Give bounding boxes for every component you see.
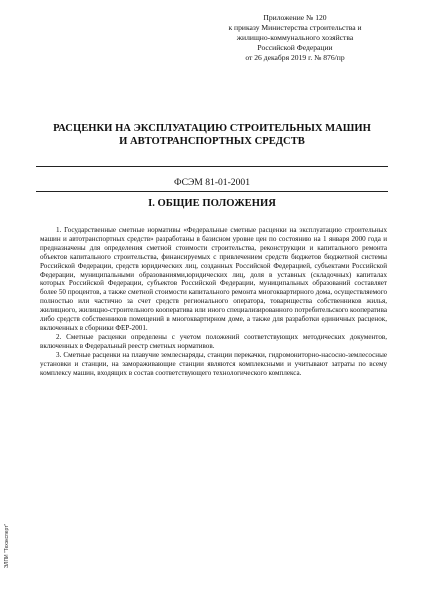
- appendix-date-line: от 26 декабря 2019 г. № 876/пр: [245, 53, 345, 62]
- paragraph-3: 3. Сметные расценки на плавучие землеснаряды, станции перекачки, гидромониторно-насосно-землесосные установки и станции, на замораживающие станции являются комплексными и учитывают затраты по всему комплексу машин, входящих в состав соответствующего технологического комплекса.: [40, 350, 387, 377]
- divider-top: [36, 166, 388, 167]
- sidebar-watermark: [1, 500, 13, 592]
- appendix-country-line: Российской Федерации: [257, 43, 333, 52]
- section-heading: I. ОБЩИЕ ПОЛОЖЕНИЯ: [148, 198, 276, 209]
- paragraph-1: 1. Государственные сметные нормативы «Федеральные сметные расценки на эксплуатацию строительных машин и автотранспортных средств» разработаны в базисном уровне цен по состоянию на 1 января 2000 года и предназначены для определения сметной стоимости строительства, реконструкции и капитального ремонта объектов капитального строительства, финансируемых с привлечением средств бюджетов бюджетной системы Российской Федерации, средств юридических лиц, созданных Российской Федерацией, субъектами Российской Федерации, муниципальными образованиями,юридических лиц, доля в уставных (складочных) капиталах которых Российской Федерации, субъектов Российской Федерации, муниципальных образований составляет более 50 процентов, а также сметной стоимости капитального ремонта многоквартирного дома, осуществляемого полностью или частично за счет средств регионального оператора, товарищества собственников жилья, жилищного, жилищно-строительного кооператива или иного специализированного потребительского кооператива либо средств собственников помещений в многоквартирном доме, а также для разработки единичных расценок, включенных в сборники ФЕР-2001.: [40, 226, 387, 332]
- appendix-order-line: к приказу Министерства строительства и: [228, 23, 362, 32]
- document-title-line-2: И АВТОТРАНСПОРТНЫХ СРЕДСТВ: [119, 136, 305, 147]
- appendix-reference: [200, 13, 390, 63]
- document-title-line-1: РАСЦЕНКИ НА ЭКСПЛУАТАЦИЮ СТРОИТЕЛЬНЫХ МАШИН: [53, 123, 371, 134]
- document-body: [40, 226, 387, 377]
- appendix-ministry-line: жилищно-коммунального хозяйства: [236, 33, 354, 42]
- document-title: [40, 122, 384, 148]
- divider-bottom: [36, 191, 388, 192]
- sidebar-watermark-text: ЭЛПИ "Техэксперт": [4, 523, 10, 569]
- document-code: ФСЭМ 81-01-2001: [173, 177, 250, 188]
- paragraph-2: 2. Сметные расценки определены с учетом положений соответствующих методических документов, включенных в Федеральный реестр сметных нормативов.: [40, 332, 387, 350]
- appendix-number: Приложение № 120: [263, 13, 327, 22]
